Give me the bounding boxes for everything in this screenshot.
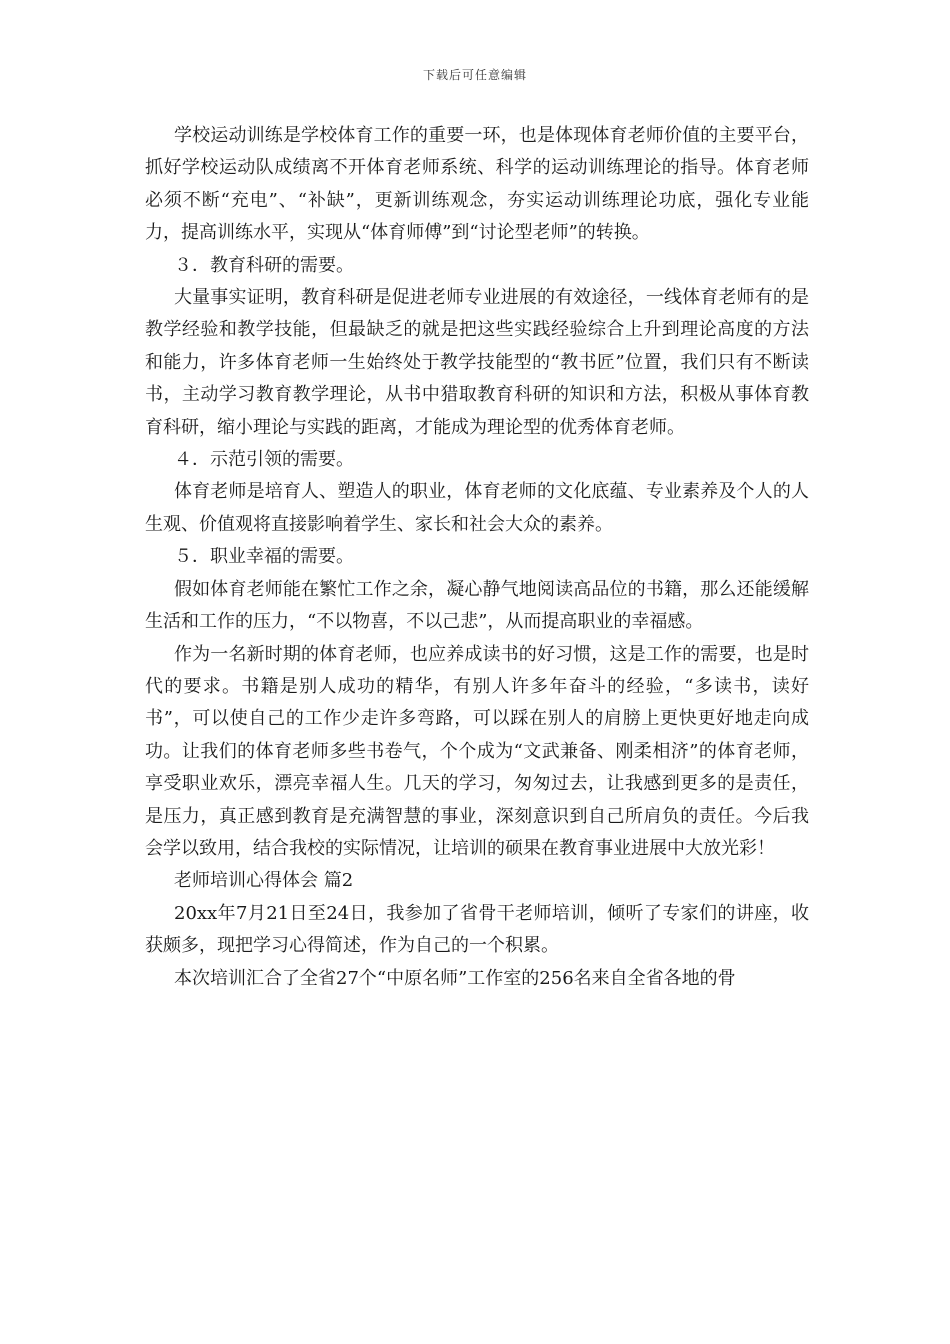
paragraph-training-dates: 20xx年7月21日至24日，我参加了省骨干老师培训，倾听了专家们的讲座，收获颇多，现把学习心得简述，作为自己的一个积累。: [145, 902, 809, 957]
paragraph-role-model: 体育老师是培育人、塑造人的职业，体育老师的文化底蕴、专业素养及个人的人生观、价值观将直接影响着学生、家长和社会大众的素养。: [145, 481, 809, 535]
paragraph-training-overview: 本次培训汇合了全省27个“中原名师”工作室的256名来自全省各地的骨: [174, 967, 736, 989]
paragraph-research: 大量事实证明，教育科研是促进老师专业进展的有效途径，一线体育老师有的是教学经验和教学技能，但最缺乏的就是把这些实践经验综合上升到理论高度的方法和能力，许多体育老师一生始终处于教学技能型的“教书匠”位置，我们只有不断读书，主动学习教育教学理论，从书中猎取教育科研的知识和方法，积极从事体育教育科研，缩小理论与实践的距离，才能成为理论型的优秀体育老师。: [145, 287, 809, 438]
heading-research-need: ３．教育科研的需要。: [174, 254, 354, 276]
heading-role-model-need: ４．示范引领的需要。: [174, 449, 354, 471]
paragraph-conclusion: 作为一名新时期的体育老师，也应养成读书的好习惯，这是工作的需要，也是时代的要求。书籍是别人成功的精华，有别人许多年奋斗的经验，“多读书，读好书”，可以使自己的工作少走许多弯路，可以踩在别人的肩膀上更快更好地走向成功。让我们的体育老师多些书卷气，个个成为“文武兼备、刚柔相济”的体育老师，享受职业欢乐，漂亮幸福人生。几天的学习，匆匆过去，让我感到更多的是责任，是压力，真正感到教育是充满智慧的事业，深刻意识到自己所肩负的责任。今后我会学以致用，结合我校的实际情况，让培训的硕果在教育事业进展中大放光彩！: [145, 643, 809, 859]
heading-happiness-need: ５．职业幸福的需要。: [174, 546, 354, 568]
page-header: 下载后可任意编辑: [422, 68, 527, 82]
document-body: [145, 120, 809, 995]
section-title-part-2: 老师培训心得体会 篇2: [174, 870, 354, 892]
paragraph-happiness: 假如体育老师能在繁忙工作之余，凝心静气地阅读高品位的书籍，那么还能缓解生活和工作的压力，“不以物喜，不以己悲”，从而提高职业的幸福感。: [145, 578, 809, 633]
paragraph-training-theory: 学校运动训练是学校体育工作的重要一环，也是体现体育老师价值的主要平台，抓好学校运动队成绩离不开体育老师系统、科学的运动训练理论的指导。体育老师必须不断“充电”、“补缺”，更新训练观念，夯实运动训练理论功底，强化专业能力，提高训练水平，实现从“体育师傅”到“讨论型老师”的转换。: [145, 125, 809, 244]
